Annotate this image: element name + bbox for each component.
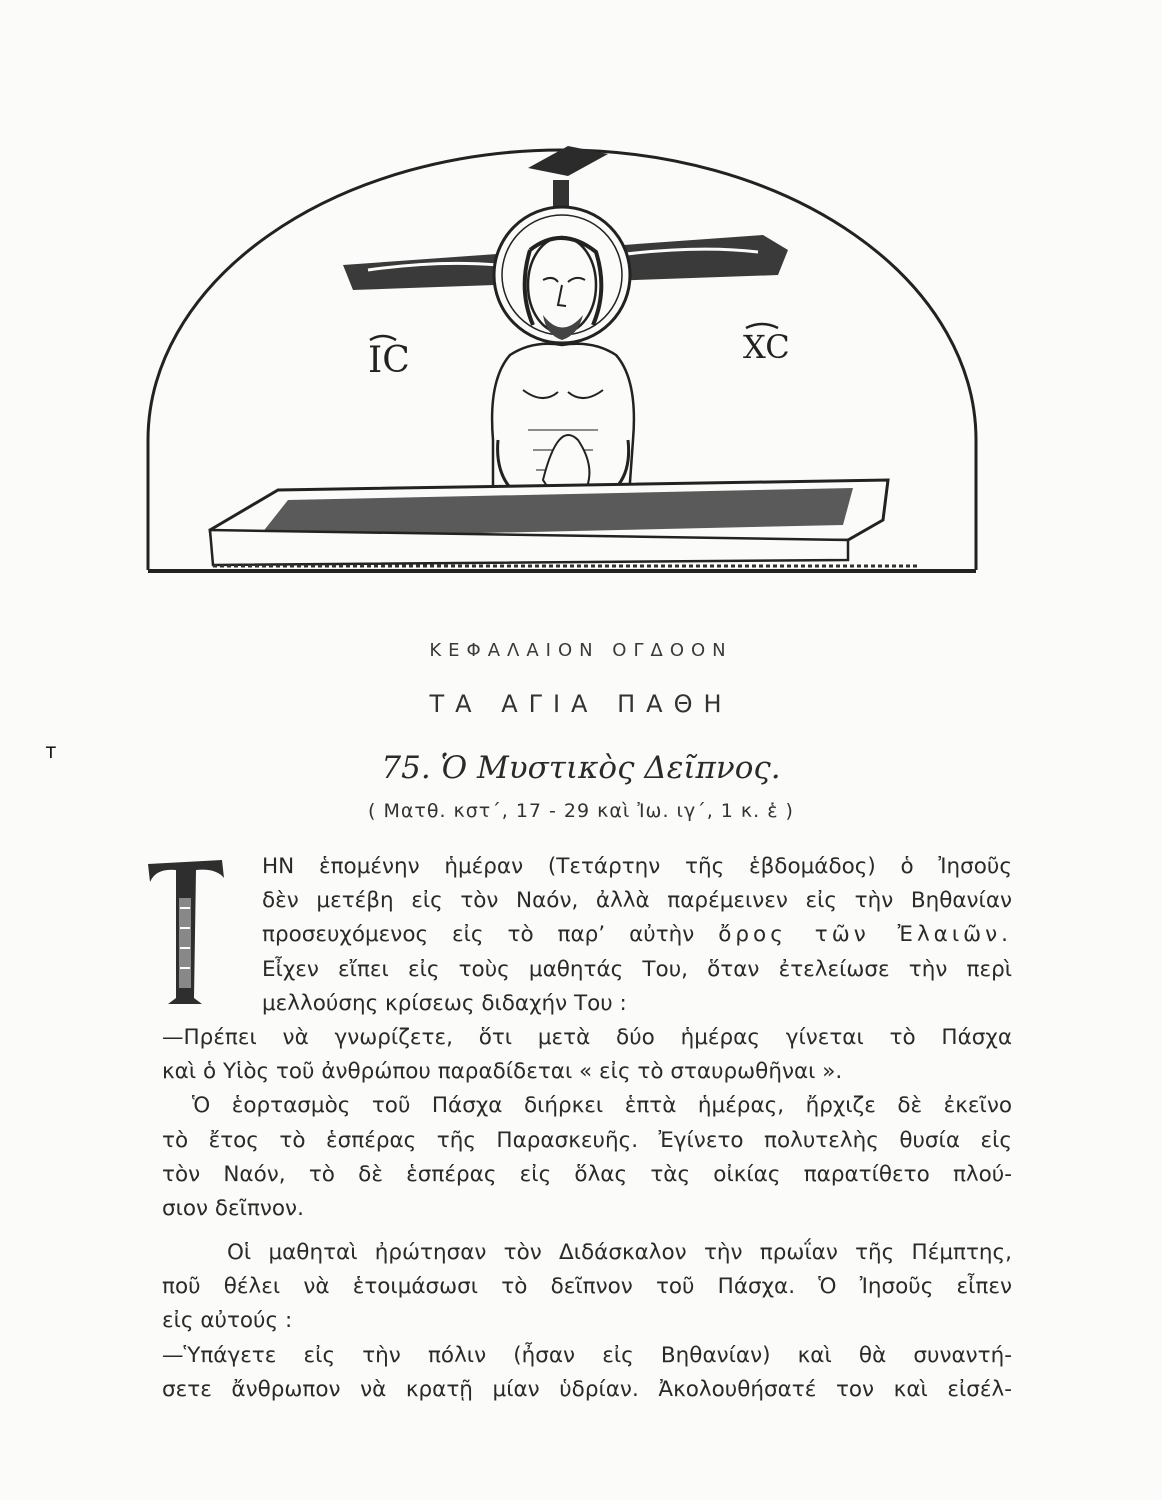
text-line: ποῦ θέλει νὰ ἑτοιμάσωσι τὸ δεῖπνον τοῦ Πάσχα. Ὁ Ἰησοῦς εἶπεν <box>162 1274 1012 1300</box>
text-line: ΗΝ ἑπομένην ἡμέραν (Τετάρτην τῆς ἑβδομάδος) ὁ Ἰησοῦς <box>262 854 1012 879</box>
text-line: σιον δεῖπνον. <box>162 1195 304 1221</box>
text-line: τὸν Ναόν, τὸ δὲ ἑσπέρας εἰς ὅλας τὰς οἰκίας παρατίθετο πλού- <box>162 1161 1012 1187</box>
text-line: Ὁ ἑορτασμὸς τοῦ Πάσχα διήρκει ἑπτὰ ἡμέρας, ἤρχιζε δὲ ἐκεῖνο <box>192 1093 1012 1119</box>
part-heading: ΤΑ ΑΓΙΑ ΠΑΘΗ <box>429 690 733 718</box>
scripture-reference: ( Ματθ. κστ΄, 17 - 29 καὶ Ἰω. ιγ΄, 1 κ. ἑ ) <box>368 800 794 822</box>
section-title: 75. Ὁ Μυστικὸς Δεῖπνος. <box>381 750 781 786</box>
drop-cap-letter: Τ <box>46 743 56 762</box>
text-fragment-spaced: ὄρος τῶν Ἐλαιῶν. <box>718 922 1012 948</box>
text-line: —Ὑπάγετε εἰς τὴν πόλιν (ἦσαν εἰς Βηθανίαν) καὶ θὰ συναντή- <box>162 1342 1012 1368</box>
text-line: καὶ ὁ Υἱὸς τοῦ ἀνθρώπου παραδίδεται « εἰς τὸ σταυρωθῆναι ». <box>162 1059 843 1085</box>
text-line: μελλούσης κρίσεως διδαχήν Του : <box>262 990 627 1016</box>
text-line: εἰς αὐτούς : <box>162 1308 293 1334</box>
text-line: Οἱ μαθηταὶ ἠρώτησαν τὸν Διδάσκαλον τὴν πρωΐαν τῆς Πέμπτης, <box>227 1240 1012 1266</box>
text-line: δὲν μετέβη εἰς τὸν Ναόν, ἀλλὰ παρέμεινεν εἰς τὴν Βηθανίαν <box>262 888 1012 914</box>
text-line: σετε ἄνθρωπον νὰ κρατῇ μίαν ὑδρίαν. Ἀκολουθήσατέ τον καὶ εἰσέλ- <box>162 1376 1012 1402</box>
text-fragment: προσευχόμενος εἰς τὸ παρ’ αὐτὴν <box>262 922 695 948</box>
text-line: —Πρέπει νὰ γνωρίζετε, ὅτι μετὰ δύο ἡμέρας γίνεται τὸ Πάσχα <box>162 1024 1012 1050</box>
monogram-ic: IC <box>368 340 410 381</box>
christ-icon-illustration <box>138 140 986 580</box>
chapter-heading: ΚΕΦΑΛΑΙΟΝ ΟΓΔΟΟΝ <box>429 640 733 661</box>
text-line: Εἶχεν εἴπει εἰς τοὺς μαθητάς Του, ὅταν ἐτελείωσε τὴν περὶ <box>262 956 1012 982</box>
body-text <box>162 850 1012 1407</box>
text-line: τὸ ἔτος τὸ ἑσπέρας τῆς Παρασκευῆς. Ἐγίνετο πολυτελὴς θυσία εἰς <box>162 1127 1012 1153</box>
text-line <box>162 918 1012 952</box>
monogram-xc: XC <box>743 328 790 366</box>
